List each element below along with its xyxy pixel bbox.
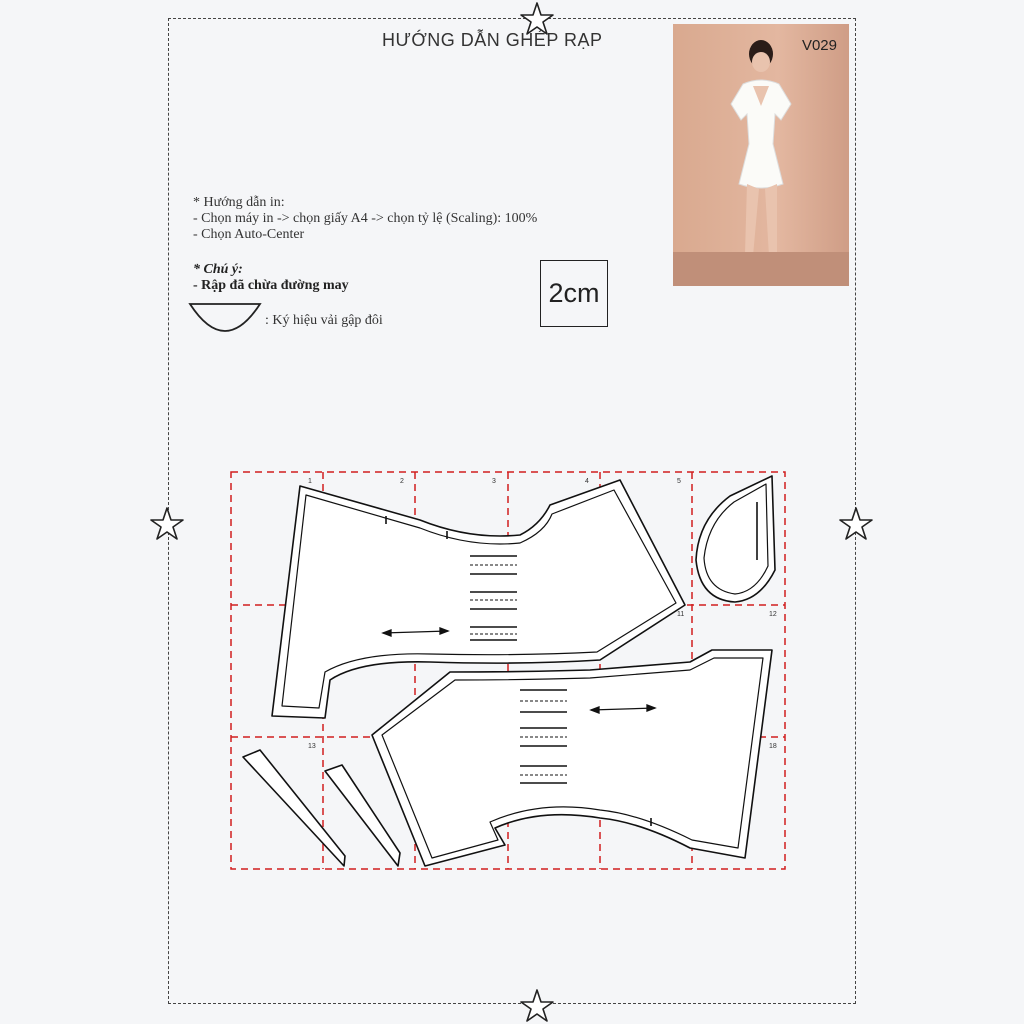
pattern-piece-front bbox=[372, 650, 772, 866]
tile-number: 13 bbox=[308, 743, 316, 750]
tile-number: 2 bbox=[400, 478, 404, 485]
note-heading: * Chú ý: bbox=[193, 262, 243, 277]
instruction-heading: * Hướng dẫn in: bbox=[193, 195, 285, 210]
instruction-line: - Chọn máy in -> chọn giấy A4 -> chọn tỷ lệ (Scaling): 100% bbox=[193, 211, 538, 226]
tile-number: 11 bbox=[677, 611, 685, 618]
tile-number: 1 bbox=[308, 478, 312, 485]
tile-number: 4 bbox=[585, 478, 589, 485]
scale-check-box: 2cm bbox=[540, 260, 608, 327]
pattern-piece-strip-1 bbox=[243, 750, 345, 866]
fold-legend-text: : Ký hiệu vải gập đôi bbox=[265, 313, 383, 328]
tile-number: 5 bbox=[677, 478, 681, 485]
product-code: V029 bbox=[801, 37, 837, 54]
note-line: - Rập đã chừa đường may bbox=[193, 278, 349, 293]
tile-number: 12 bbox=[769, 611, 777, 618]
tile-number: 18 bbox=[769, 743, 777, 750]
tile-number: 3 bbox=[492, 478, 496, 485]
instruction-line: - Chọn Auto-Center bbox=[193, 227, 305, 242]
page-title: HƯỚNG DẪN GHÉP RẠP bbox=[382, 30, 603, 50]
